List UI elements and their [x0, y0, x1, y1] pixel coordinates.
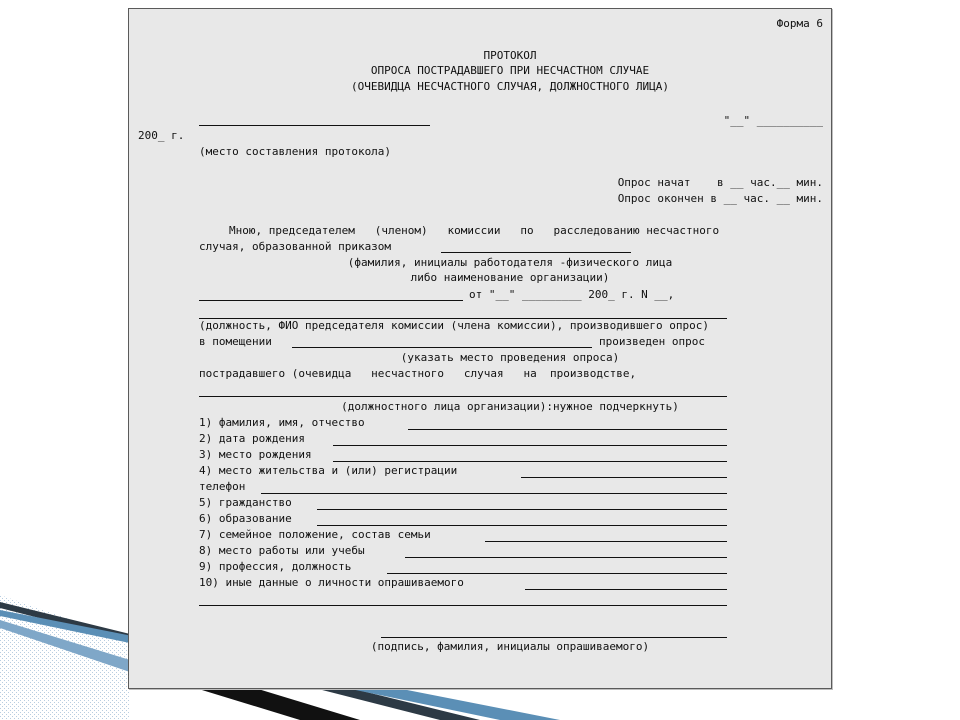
field-label: 10) иные данные о личности опрашиваемого: [199, 576, 464, 589]
protocol-form-page: [128, 8, 832, 689]
field-label: 5) гражданство: [199, 496, 292, 509]
room-caption: (указать место проведения опроса): [400, 351, 620, 364]
intro-line-1: Мною, председателем (членом) комиссии по расследованию несчастного: [229, 224, 720, 237]
field-label: 1) фамилия, имя, отчество: [199, 416, 365, 429]
document-subtitle-1: ОПРОСА ПОСТРАДАВШЕГО ПРИ НЕСЧАСТНОМ СЛУЧАЕ: [370, 64, 650, 77]
field-blank-line: [405, 557, 727, 558]
year-blank: 200_ г.: [138, 129, 185, 142]
victim-line: пострадавшего (очевидца несчастного случая на производстве,: [199, 367, 637, 380]
place-caption: (место составления протокола): [199, 145, 392, 158]
date-blank: "__" __________: [723, 114, 823, 127]
victim-blank-line: [199, 396, 727, 397]
field-label: 3) место рождения: [199, 448, 312, 461]
room-prefix: в помещении: [199, 335, 272, 348]
order-date: от "__" _________ 200_ г. N __,: [469, 288, 675, 301]
field-blank-line: [525, 589, 727, 590]
official-caption: (должностного лица организации):нужное подчеркнуть): [341, 400, 679, 413]
field-label: телефон: [199, 480, 246, 493]
extra-blank-line: [199, 605, 727, 606]
employer-caption-1: (фамилия, инициалы работодателя -физического лица: [347, 256, 673, 269]
field-label: 9) профессия, должность: [199, 560, 352, 573]
room-blank-line: [292, 347, 592, 348]
field-blank-line: [485, 541, 727, 542]
field-blank-line: [333, 445, 727, 446]
form-number: Форма 6: [776, 17, 823, 30]
field-label: 6) образование: [199, 512, 292, 525]
chair-caption: (должность, ФИО председателя комиссии (члена комиссии), производившего опрос): [199, 319, 709, 332]
employer-blank-line: [199, 300, 463, 301]
field-blank-line: [387, 573, 727, 574]
field-blank-line: [521, 477, 727, 478]
start-time: Опрос начат в __ час.__ мин.: [617, 176, 823, 189]
end-time: Опрос окончен в __ час. __ мин.: [617, 192, 823, 205]
intro-line-2: случая, образованной приказом: [199, 240, 392, 253]
field-label: 4) место жительства и (или) регистрации: [199, 464, 458, 477]
field-blank-line: [408, 429, 727, 430]
field-label: 2) дата рождения: [199, 432, 305, 445]
signature-blank-line: [381, 637, 727, 638]
employer-caption-2: либо наименование организации): [410, 271, 610, 284]
field-label: 7) семейное положение, состав семьи: [199, 528, 431, 541]
signature-caption: (подпись, фамилия, инициалы опрашиваемого): [370, 640, 650, 653]
room-suffix: произведен опрос: [599, 335, 705, 348]
field-blank-line: [317, 509, 727, 510]
field-blank-line: [317, 525, 727, 526]
order-blank-line: [441, 252, 631, 253]
field-label: 8) место работы или учебы: [199, 544, 365, 557]
place-blank-line: [199, 125, 430, 126]
document-subtitle-2: (ОЧЕВИДЦА НЕСЧАСТНОГО СЛУЧАЯ, ДОЛЖНОСТНОГО ЛИЦА): [351, 80, 669, 93]
field-blank-line: [333, 461, 727, 462]
document-title: ПРОТОКОЛ: [483, 49, 537, 62]
field-blank-line: [261, 493, 727, 494]
